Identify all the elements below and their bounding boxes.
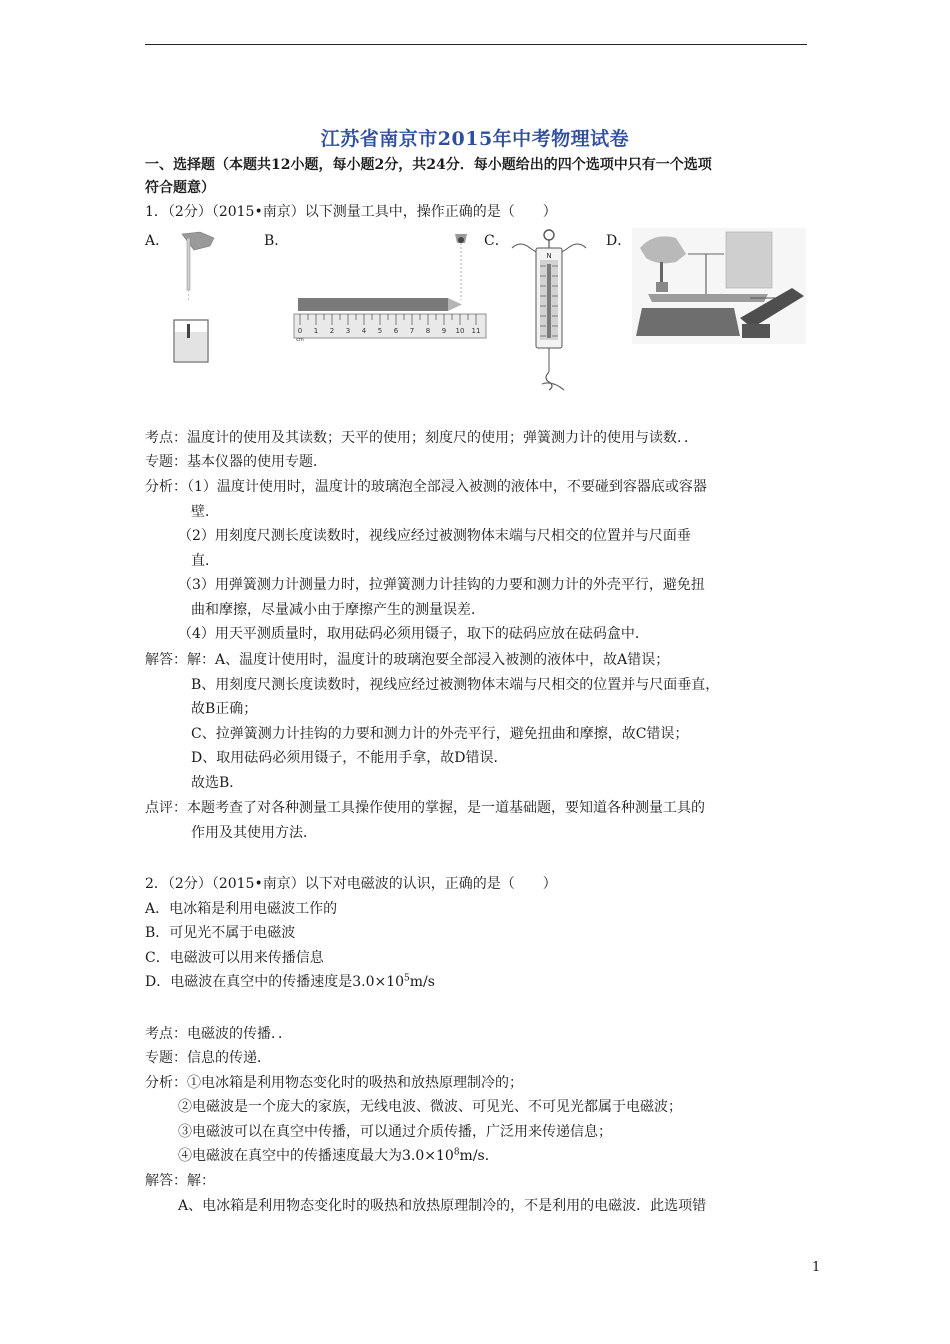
q1-analysis-line: 壁．	[191, 504, 219, 520]
q1-analysis-line: 曲和摩擦，尽量减小由于摩擦产生的测量误差．	[191, 602, 485, 618]
q2-option-d-exponent: 5	[404, 973, 410, 984]
ruler-tick-10: 10	[455, 327, 465, 335]
q2-option-c: C．电磁波可以用来传播信息	[145, 950, 324, 966]
q2-stem: 2．（2分）（2015•南京）以下对电磁波的认识，正确的是（ ）	[145, 876, 557, 892]
q2-answer-line: 解答：解：	[145, 1173, 215, 1189]
q2-kaodian: 考点：电磁波的传播．．	[145, 1026, 292, 1042]
q2-analysis-4-text: ④电磁波在真空中的传播速度最大为3.0×10	[178, 1148, 454, 1164]
q1-answer-line: 解答：解：A、温度计使用时，温度计的玻璃泡要全部浸入被测的液体中，故A错误；	[145, 652, 670, 668]
q1-answer-line: B、用刻度尺测长度读数时，视线应经过被测物体末端与尺相交的位置并与尺面垂直，	[191, 677, 720, 693]
ruler-tick-1: 1	[313, 327, 319, 335]
q1-answer-line: D、取用砝码必须用镊子，不能用手拿，故D错误．	[191, 750, 508, 766]
q1-analysis-line: 直．	[191, 553, 219, 569]
q2-answer-line: A、电冰箱是利用物态变化时的吸热和放热原理制冷的，不是利用的电磁波．此选项错	[178, 1198, 707, 1214]
ruler-tick-0: 0	[297, 327, 303, 335]
q1-comment-line: 点评：本题考查了对各种测量工具操作使用的掌握，是一道基础题，要知道各种测量工具的	[145, 800, 705, 816]
q2-analysis-4-exponent: 8	[453, 1147, 460, 1158]
q1-analysis-line: （3）用弹簧测力计测量力时，拉弹簧测力计挂钩的力要和测力计的外壳平行，避免扭	[178, 577, 705, 593]
exam-title: 江苏省南京市2015年中考物理试卷	[320, 128, 630, 150]
q2-analysis-4-unit: m/s．	[459, 1148, 499, 1164]
ruler-unit: cm	[296, 337, 304, 343]
q2-option-a: A．电冰箱是利用电磁波工作的	[145, 901, 338, 917]
ruler-tick-9: 9	[441, 327, 447, 335]
q2-analysis-line: 分析：①电冰箱是利用物态变化时的吸热和放热原理制冷的；	[145, 1075, 523, 1091]
page-number: 1	[812, 1260, 821, 1275]
q1-answer-line: C、拉弹簧测力计挂钩的力要和测力计的外壳平行，避免扭曲和摩擦，故C错误；	[191, 726, 689, 742]
scale-letter: N	[546, 252, 552, 260]
q1-analysis-line: （2）用刻度尺测长度读数时，视线应经过被测物体末端与尺相交的位置并与尺面垂	[178, 528, 691, 544]
q1-comment-line: 作用及其使用方法．	[191, 825, 317, 841]
ruler-tick-4: 4	[361, 327, 367, 335]
q1-zhuanti: 专题：基本仪器的使用专题．	[145, 454, 327, 470]
q2-option-d	[145, 972, 435, 992]
ruler-tick-2: 2	[329, 327, 335, 335]
q1-analysis-line: （4）用天平测质量时，取用砝码必须用镊子，取下的砝码应放在砝码盒中．	[178, 626, 649, 642]
ruler-tick-8: 8	[425, 327, 431, 335]
ruler-tick-11: 11	[471, 327, 481, 335]
q2-analysis-line: ③电磁波可以在真空中传播，可以通过介质传播，广泛用来传递信息；	[178, 1124, 612, 1140]
section-heading-line1: 一、选择题（本题共12小题，每小题2分，共24分．每小题给出的四个选项中只有一个选项	[145, 157, 712, 173]
figure-d-balance	[630, 226, 808, 346]
q2-option-b: B．可见光不属于电磁波	[145, 925, 296, 941]
q1-option-c-label: C．	[484, 233, 509, 249]
q2-option-d-text: D．电磁波在真空中的传播速度是3.0×10	[145, 974, 405, 990]
ruler-tick-5: 5	[377, 327, 383, 335]
header-rule	[145, 44, 807, 45]
q1-analysis-line: 分析：（1）温度计使用时，温度计的玻璃泡全部浸入被测的液体中，不要碰到容器底或容器	[145, 479, 707, 495]
ruler-tick-7: 7	[409, 327, 415, 335]
q2-analysis-line: ②电磁波是一个庞大的家族，无线电波、微波、可见光、不可见光都属于电磁波；	[178, 1099, 682, 1115]
q1-option-a-label: A．	[145, 233, 170, 249]
q1-answer-line: 故B正确；	[191, 701, 258, 717]
q2-zhuanti: 专题：信息的传递．	[145, 1050, 271, 1066]
figure-c-spring-scale	[506, 226, 592, 396]
q1-answer-line: 故选B．	[191, 775, 244, 791]
q2-analysis-line	[178, 1146, 499, 1166]
figure-b-ruler	[292, 228, 492, 344]
q1-kaodian: 考点：温度计的使用及其读数；天平的使用；刻度尺的使用；弹簧测力计的使用与读数．．	[145, 430, 698, 446]
q2-option-d-unit: m/s	[409, 974, 435, 990]
figure-a-thermometer	[168, 228, 238, 368]
section-heading-line2: 符合题意）	[145, 180, 215, 196]
q1-option-b-label: B．	[264, 233, 289, 249]
ruler-tick-6: 6	[393, 327, 399, 335]
q1-stem: 1．（2分）（2015•南京）以下测量工具中，操作正确的是（ ）	[145, 204, 557, 220]
ruler-tick-3: 3	[345, 327, 351, 335]
q1-option-d-label: D．	[606, 233, 632, 249]
